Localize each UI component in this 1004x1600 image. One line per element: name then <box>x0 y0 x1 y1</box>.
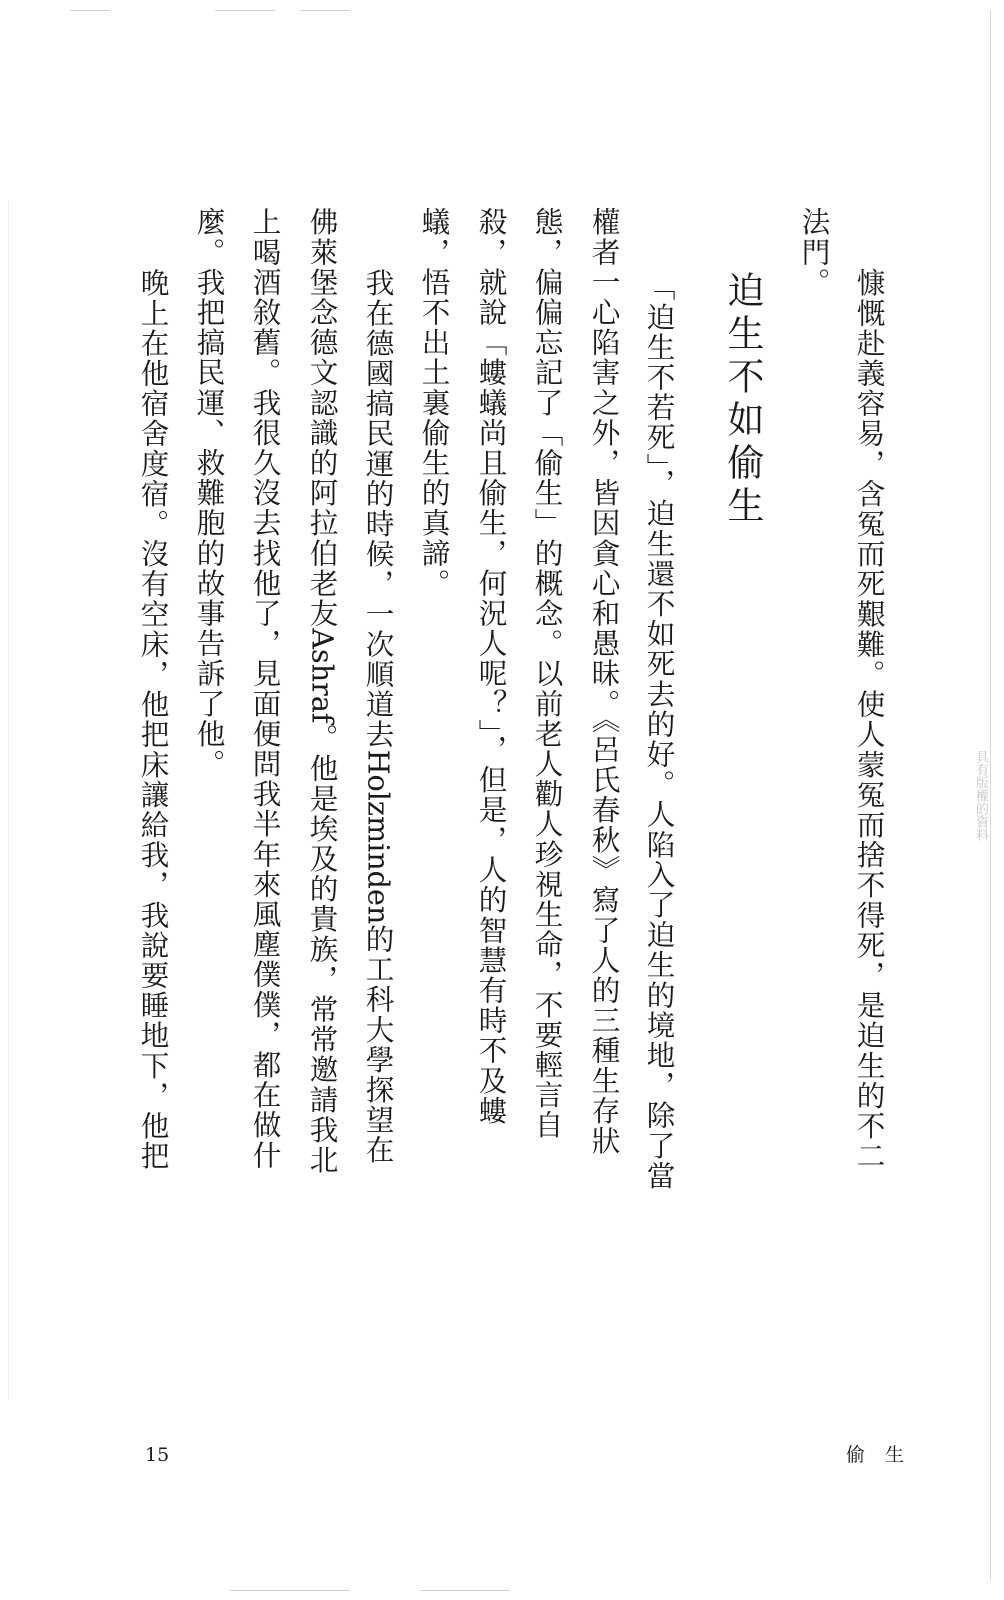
text-column-7: 殺，就說「螻蟻尚且偷生，何況人呢？」，但是，人的智慧有時不及螻 <box>474 207 509 1126</box>
page-number: 15 <box>145 1444 170 1466</box>
text-column-12: 麼。我把搞民運、救難胞的故事告訴了他。 <box>192 207 227 779</box>
scan-speck <box>230 1590 350 1591</box>
running-head: 偷生 <box>846 1444 925 1466</box>
scan-speck <box>70 10 110 11</box>
text-column-9-part-1: 我在德國搞民運的時候，一次順道去 <box>361 268 396 750</box>
page-edge-left <box>8 200 9 1400</box>
text-column-1: 慷慨赴義容易，含冤而死艱難。使人蒙冤而捨不得死，是迫生的不二 <box>852 268 887 1171</box>
text-column-11: 上喝酒敘舊。我很久沒去找他了，見面便問我半年來風塵僕僕，都在做什 <box>248 207 283 1171</box>
copyright-watermark: 具有版權的資料 <box>973 750 988 841</box>
text-column-6: 態，偏偏忘記了「偷生」的概念。以前老人勸人珍視生命，不要輕言自 <box>530 207 565 1141</box>
section-heading: 迫生不如偷生 <box>721 271 764 529</box>
text-column-4: 「迫生不若死」，迫生還不如死去的好。人陷入了迫生的境地，除了當 <box>642 272 677 1191</box>
text-column-2: 法門。 <box>797 207 832 298</box>
text-column-8: 蟻，悟不出土裏偷生的真諦。 <box>417 207 452 599</box>
text-column-9 <box>361 268 396 1166</box>
text-column-5: 權者一心陷害之外，皆因貪心和愚昧。《呂氏春秋》寫了人的三種生存狀 <box>587 207 622 1156</box>
person-name-ashraf: Ashraf <box>305 628 340 724</box>
scan-speck <box>215 10 275 11</box>
text-column-10-part-2: 。他是埃及的貴族，常常邀請我北 <box>305 723 340 1175</box>
scan-speck <box>300 10 350 11</box>
scan-speck <box>420 1590 510 1591</box>
text-column-13: 晚上在他宿舍度宿。沒有空床，他把床讓給我，我說要睡地下，他把 <box>136 268 171 1171</box>
text-column-9-part-2: 的工科大學探望在 <box>361 924 396 1166</box>
text-column-10-part-1: 佛萊堡念德文認識的阿拉伯老友 <box>305 207 340 629</box>
text-column-10 <box>305 207 340 1175</box>
page-edge-right <box>990 10 991 1580</box>
place-name-holzminden: Holzminden <box>361 749 396 925</box>
